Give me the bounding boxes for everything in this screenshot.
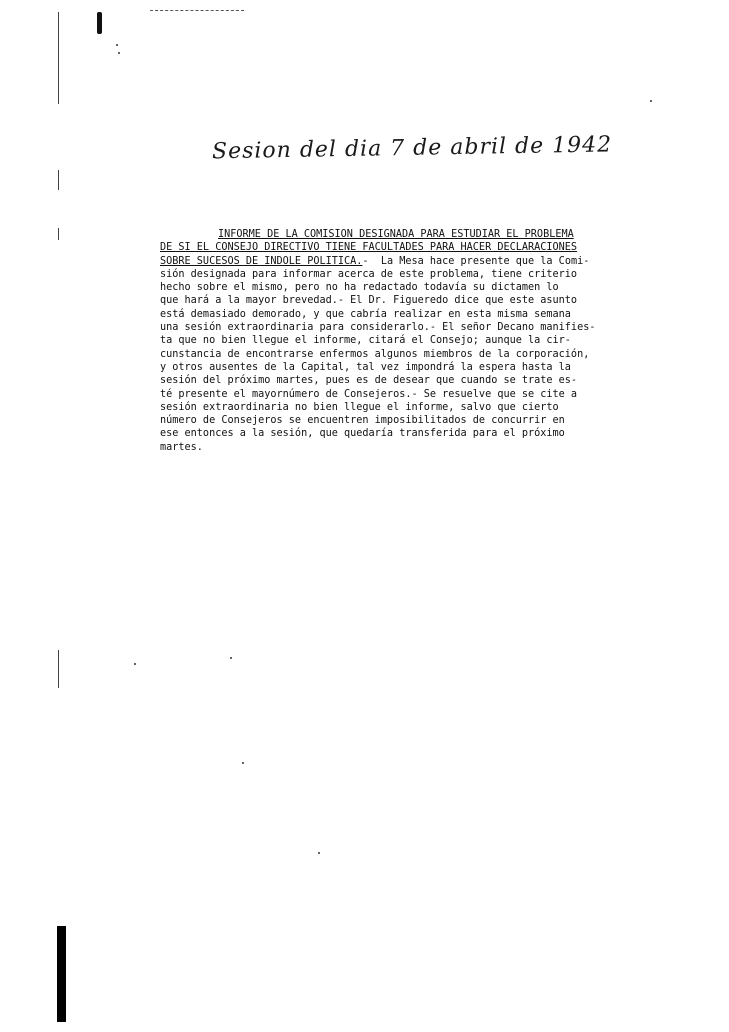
text-line: que hará a la mayor brevedad.- El Dr. Figueredo dice que este asunto — [160, 295, 578, 307]
text-line: sión designada para informar acerca de este problema, tiene criterio — [160, 268, 578, 280]
handwritten-session-date: Sesion del dia 7 de abril de 1942 — [211, 132, 613, 165]
text-line: hecho sobre el mismo, pero no ha redactado todavía su dictamen lo — [160, 282, 559, 294]
binding-edge-line — [58, 170, 59, 190]
minutes-paragraph — [160, 228, 670, 454]
scan-speck — [650, 100, 652, 102]
scan-speck — [134, 663, 136, 665]
title-line: INFORME DE LA COMISION DESIGNADA PARA ESTUDIAR EL PROBLEMA — [218, 229, 574, 240]
text-line: y otros ausentes de la Capital, tal vez impondrá la espera hasta la — [160, 361, 571, 373]
binding-mark — [97, 12, 102, 34]
text-line: ta que no bien llegue el informe, citará el Consejo; aunque la cir- — [160, 335, 571, 347]
title-line: SOBRE SUCESOS DE INDOLE POLITICA.- La Mesa hace presente que la Comi- — [160, 255, 590, 267]
binding-edge-bar — [57, 926, 66, 1022]
text-line: número de Consejeros se encuentren imposibilitados de concurrir en — [160, 415, 565, 427]
scan-speck — [116, 44, 118, 46]
text-line: sesión extraordinaria no bien llegue el informe, salvo que cierto — [160, 401, 559, 413]
scan-speck — [230, 657, 232, 659]
text-line: una sesión extraordinaria para considerarlo.- El señor Decano manifies- — [160, 322, 596, 334]
scan-speck — [118, 52, 120, 54]
binding-edge-line — [58, 12, 59, 104]
text-line: sesión del próximo martes, pues es de desear que cuando se trate es- — [160, 375, 578, 387]
text-line: está demasiado demorado, y que cabría realizar en esta misma semana — [160, 308, 571, 320]
text-line: cunstancia de encontrarse enfermos algunos miembros de la corporación, — [160, 348, 590, 360]
binding-edge-line — [58, 650, 59, 688]
binding-edge-line — [58, 228, 59, 240]
top-scan-mark — [150, 10, 244, 11]
scan-speck — [242, 762, 244, 764]
scan-speck — [318, 852, 320, 854]
text-line: té presente el mayornúmero de Consejeros.- Se resuelve que se cite a — [160, 388, 578, 400]
text-line: martes. — [160, 441, 203, 453]
text-line: ese entonces a la sesión, que quedaría transferida para el próximo — [160, 428, 565, 440]
title-line: DE SI EL CONSEJO DIRECTIVO TIENE FACULTADES PARA HACER DECLARACIONES — [160, 242, 578, 254]
